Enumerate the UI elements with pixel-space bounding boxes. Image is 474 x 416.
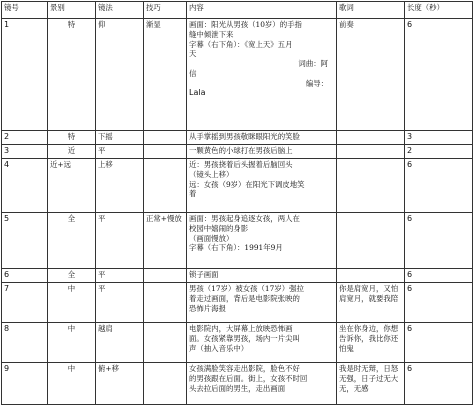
scene-size: 全 (48, 213, 96, 269)
technique: 渐显 (144, 19, 187, 131)
lyrics: 前奏 (337, 19, 405, 131)
content-cell (187, 213, 337, 269)
content-cell (187, 363, 337, 405)
camera-move: 上移 (96, 159, 144, 213)
table-row (2, 283, 473, 323)
content-cell (187, 159, 337, 213)
camera-move: 越肩 (96, 323, 144, 363)
table-row (2, 323, 473, 363)
lyrics (337, 269, 405, 283)
table-row (2, 131, 473, 145)
content-line: 从手掌摇到男孩敬眯眼阳光的笑脸 (189, 132, 300, 141)
content-line: 远：女孩（9岁）在阳光下调皮地笑 (189, 179, 305, 189)
length: 6 (405, 213, 473, 269)
content-line: 画面：阳光从男孩（10岁）的手指 (189, 20, 302, 29)
scene-size: 中 (48, 283, 96, 323)
lyrics (337, 145, 405, 159)
scene-size: 全 (48, 269, 96, 283)
content-line: 锁子画面 (189, 270, 219, 279)
content-line: 一颗黄色的小球打在男孩后脑上 (189, 146, 293, 155)
content-line: 电影院内，大屏幕上放映恐怖画 (189, 324, 293, 333)
content-cell (187, 19, 337, 131)
lyrics (337, 213, 405, 269)
camera-move: 平 (96, 283, 144, 323)
content-line: 画面：男孩起身追逐女孩，两人在 (189, 214, 300, 223)
header-content: 内容 (187, 2, 337, 19)
content-line: 着 (189, 189, 197, 199)
content-line: 天 (189, 49, 197, 59)
content-line: 字幕（右下角）：1991年9月 (189, 243, 283, 253)
content-line: 声（抽入音乐中） (189, 343, 249, 353)
scene-size: 近+远 (48, 159, 96, 213)
table-row (2, 19, 473, 131)
length: 3 (405, 131, 473, 145)
lyrics (337, 131, 405, 145)
content-line: 词曲：阿 (298, 59, 328, 69)
content-line: 字幕（右下角）：《宽上天》五月 (189, 39, 293, 49)
content-line: （画面慢放） (189, 233, 234, 243)
lyrics: 坐在你身边，你想告诉你，我比你还怕鬼 (337, 323, 405, 363)
content-line: 女孩满脸笑容走出影院，脸色不好 (189, 364, 300, 373)
length: 6 (405, 363, 473, 405)
scene-size: 近 (48, 145, 96, 159)
scene-size: 中 (48, 323, 96, 363)
length: 6 (405, 283, 473, 323)
content-line: 男孩（17岁）被女孩（17岁）强拉 (189, 284, 304, 293)
length: 6 (405, 159, 473, 213)
length: 2 (405, 145, 473, 159)
shot-number: 6 (2, 269, 48, 283)
scene-size: 特 (48, 131, 96, 145)
content-line: 信 (189, 68, 197, 78)
lyrics: 你是肩宽月，又怕肩宽月，就要我陪 (337, 283, 405, 323)
camera-move: 平 (96, 145, 144, 159)
content-cell (187, 131, 337, 145)
content-cell (187, 145, 337, 159)
content-cell (187, 323, 337, 363)
content-line: 编导： (305, 78, 328, 88)
length: 6 (405, 19, 473, 131)
technique (144, 323, 187, 363)
scene-size: 中 (48, 363, 96, 405)
content-line: 着走过画面，背后是电影院张映的 (189, 293, 300, 303)
technique: 正常+慢放 (144, 213, 187, 269)
technique (144, 159, 187, 213)
technique (144, 363, 187, 405)
camera-move: 俯+移 (96, 363, 144, 405)
table-row (2, 269, 473, 283)
content-line: 缝中倾泄下来 (189, 29, 234, 39)
header-shot-number: 镜号 (2, 2, 48, 19)
header-row (2, 2, 473, 19)
content-cell (187, 269, 337, 283)
lyrics: 我是时无辩，日怒无强，日子过无大无，无感 (337, 363, 405, 405)
length: 6 (405, 269, 473, 283)
header-length: 长度（秒） (405, 2, 473, 19)
content-line: Lala (189, 88, 206, 98)
shot-number: 4 (2, 159, 48, 213)
content-line: 面。女孩紧靠男孩，场内一片尖叫 (189, 333, 300, 343)
lyrics (337, 159, 405, 213)
content-line: 近：男孩挠着后头握着后脑回头 (189, 160, 293, 169)
table-row (2, 363, 473, 405)
shot-number: 7 (2, 283, 48, 323)
table-row (2, 213, 473, 269)
camera-move: 平 (96, 269, 144, 283)
content-line: （镜头上移） (189, 169, 234, 179)
header-camera-move: 镜法 (96, 2, 144, 19)
header-lyrics: 歌词 (337, 2, 405, 19)
length: 6 (405, 323, 473, 363)
camera-move: 仰 (96, 19, 144, 131)
shot-number: 5 (2, 213, 48, 269)
technique (144, 283, 187, 323)
content-line: 恐怖片海报 (189, 303, 226, 313)
header-scene: 景别 (48, 2, 96, 19)
camera-move: 下摇 (96, 131, 144, 145)
shot-number: 2 (2, 131, 48, 145)
technique (144, 145, 187, 159)
content-cell (187, 283, 337, 323)
table-row (2, 159, 473, 213)
storyboard-table (1, 1, 473, 405)
shot-number: 8 (2, 323, 48, 363)
camera-move: 平 (96, 213, 144, 269)
header-technique: 技巧 (144, 2, 187, 19)
content-line: 头去拉后面的男生，走出画面 (189, 383, 286, 393)
technique (144, 131, 187, 145)
technique (144, 269, 187, 283)
content-line: 校园中嬉闹的身影 (189, 223, 249, 233)
shot-number: 3 (2, 145, 48, 159)
shot-number: 9 (2, 363, 48, 405)
shot-number: 1 (2, 19, 48, 131)
scene-size: 特 (48, 19, 96, 131)
content-line: 的男孩跟在后面。街上，女孩不时回 (189, 373, 308, 383)
table-row (2, 145, 473, 159)
